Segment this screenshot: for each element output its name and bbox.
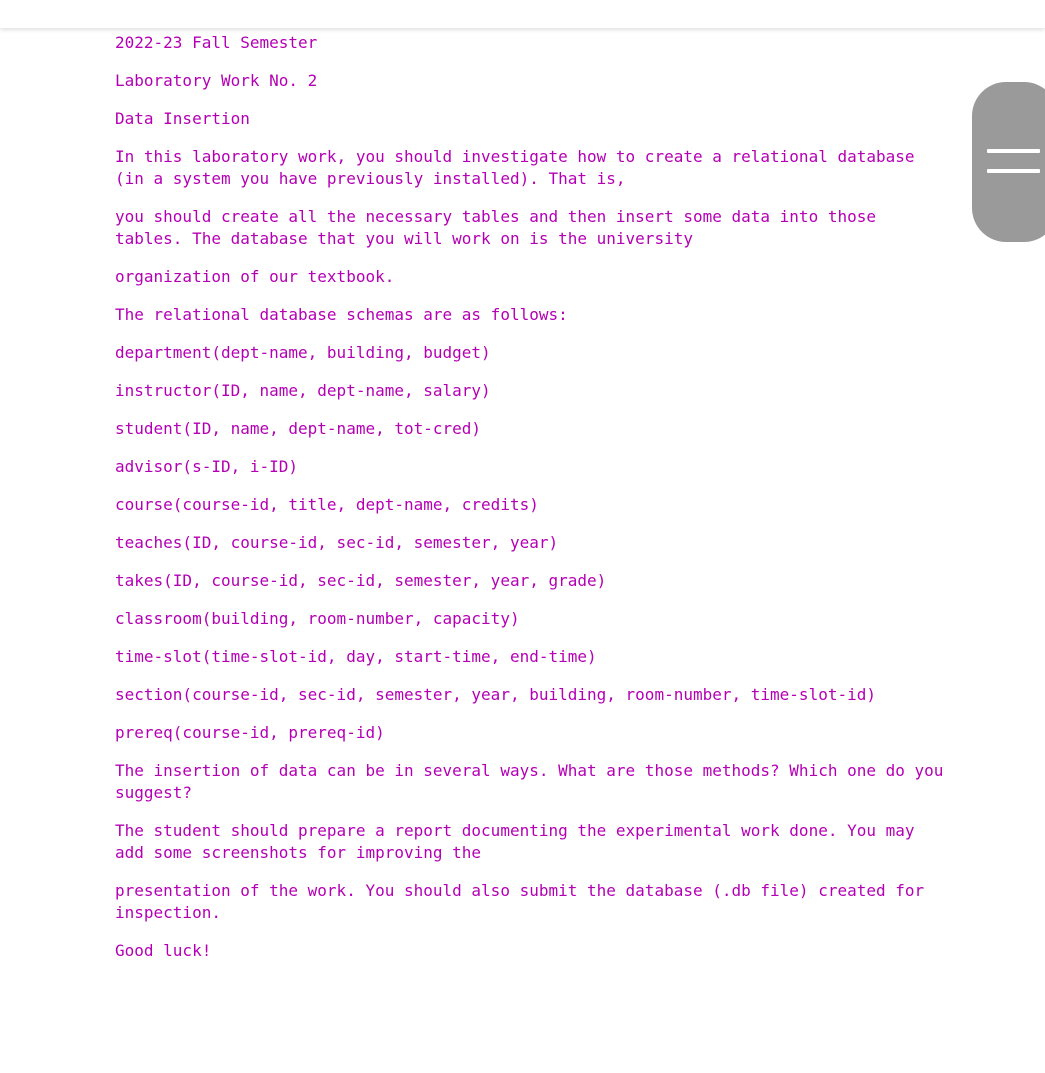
schema-time-slot: time-slot(time-slot-id, day, start-time, end-time) [115, 647, 597, 666]
lab-title: Laboratory Work No. 2 [115, 71, 318, 90]
lab-subtitle: Data Insertion [115, 109, 250, 128]
schema-course: course(course-id, title, dept-name, credits) [115, 495, 539, 514]
report-paragraph-2: presentation of the work. You should also submit the database (.db file) created for inspection. [115, 881, 934, 922]
schema-section: section(course-id, sec-id, semester, year, building, room-number, time-slot-id) [115, 685, 876, 704]
schema-department: department(dept-name, building, budget) [115, 343, 491, 362]
schema-advisor: advisor(s-ID, i-ID) [115, 457, 299, 476]
document-body [115, 32, 954, 978]
schema-instructor: instructor(ID, name, dept-name, salary) [115, 381, 491, 400]
semester-line: 2022-23 Fall Semester [115, 33, 318, 52]
scroll-handle[interactable] [972, 82, 1045, 242]
intro-paragraph-2: you should create all the necessary tables and then insert some data into those tables. The database that you will work on is the university [115, 207, 886, 248]
schema-heading: The relational database schemas are as follows: [115, 305, 568, 324]
intro-paragraph-1: In this laboratory work, you should investigate how to create a relational database (in a system you have previously installed). That is, [115, 147, 925, 188]
schema-takes: takes(ID, course-id, sec-id, semester, year, grade) [115, 571, 607, 590]
drag-handle-icon [987, 169, 1040, 173]
schema-student: student(ID, name, dept-name, tot-cred) [115, 419, 482, 438]
question-paragraph: The insertion of data can be in several ways. What are those methods? Which one do you suggest? [115, 761, 954, 802]
schema-prereq: prereq(course-id, prereq-id) [115, 723, 385, 742]
top-toolbar [0, 0, 1045, 28]
drag-handle-icon [987, 149, 1040, 153]
schema-teaches: teaches(ID, course-id, sec-id, semester, year) [115, 533, 559, 552]
schema-classroom: classroom(building, room-number, capacity) [115, 609, 520, 628]
closing-line: Good luck! [115, 941, 212, 960]
intro-paragraph-3: organization of our textbook. [115, 267, 395, 286]
report-paragraph-1: The student should prepare a report documenting the experimental work done. You may add some screenshots for improving the [115, 821, 925, 862]
